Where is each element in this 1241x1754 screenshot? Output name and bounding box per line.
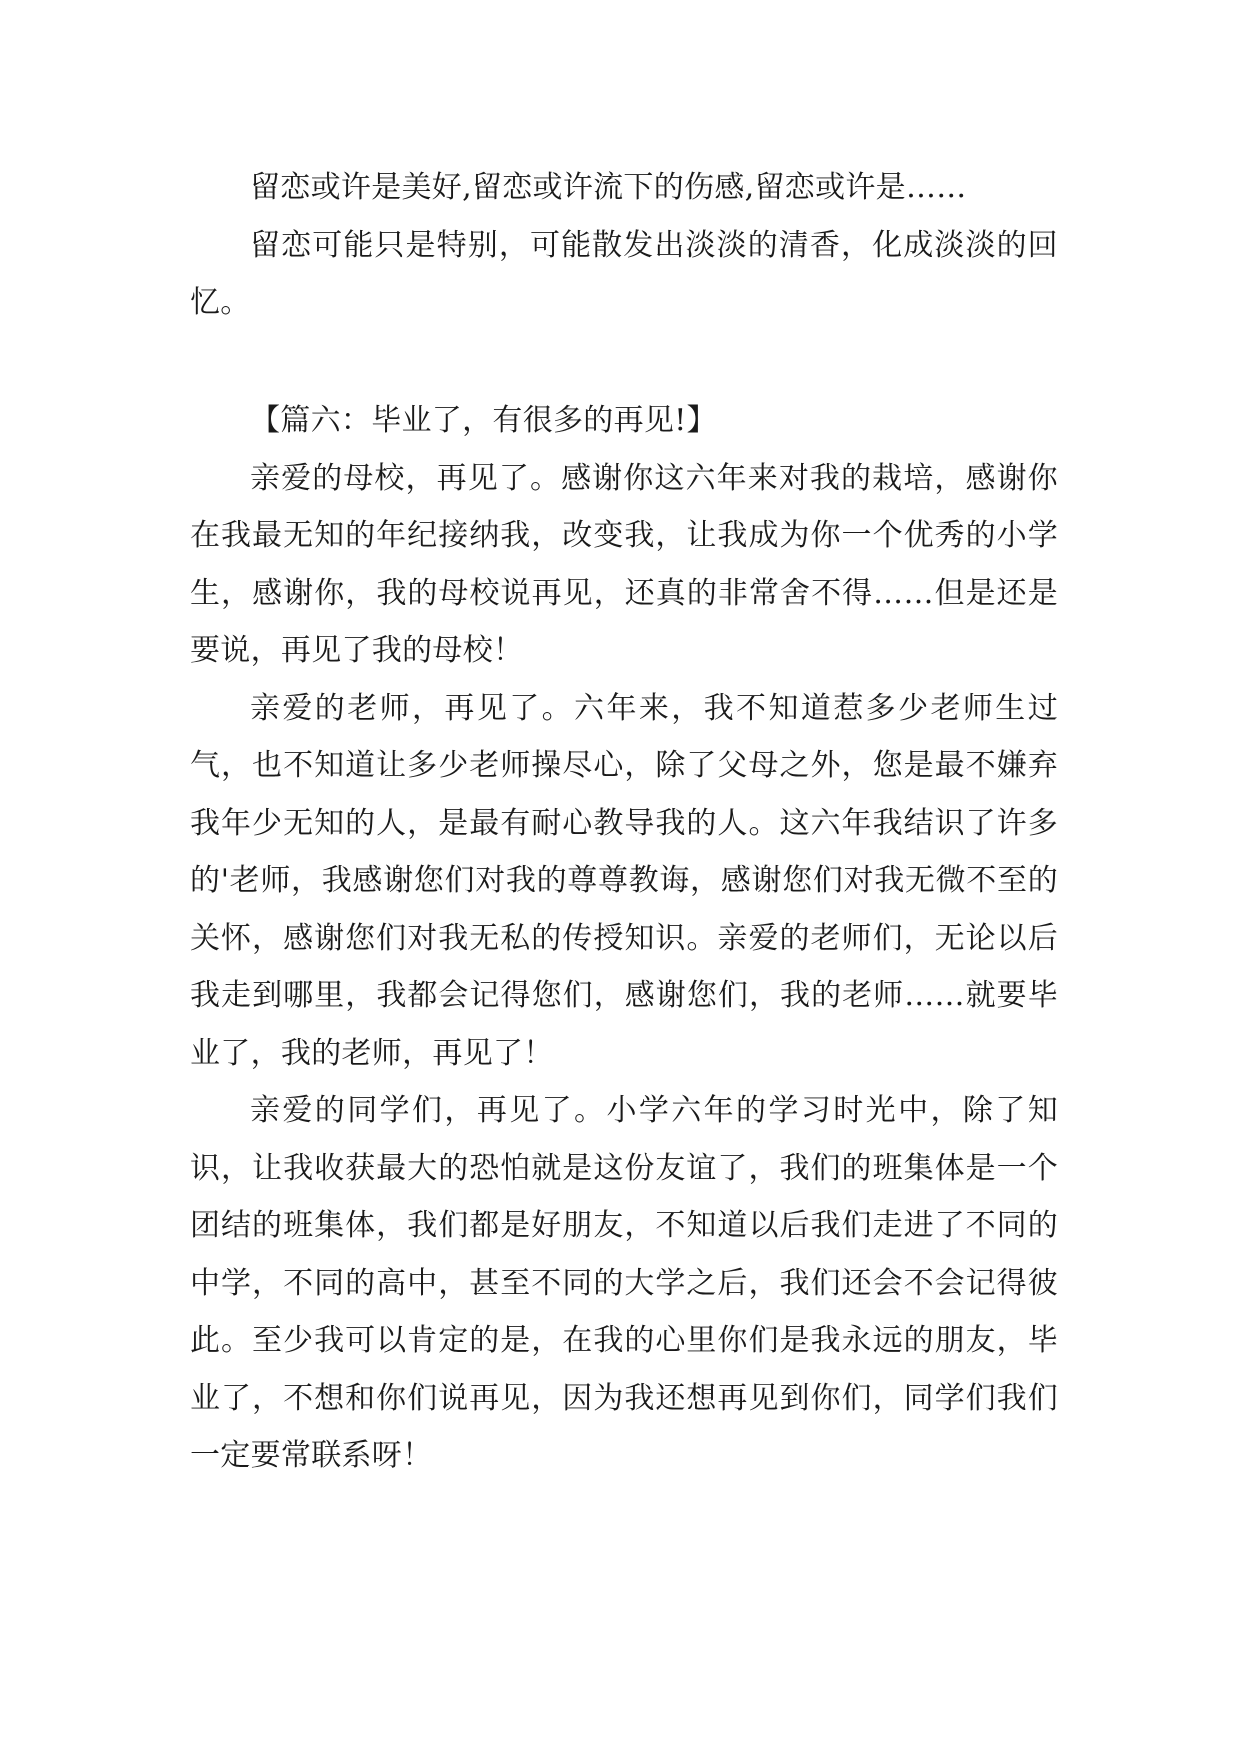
paragraph: 留恋或许是美好,留恋或许流下的伤感,留恋或许是…… bbox=[250, 170, 967, 205]
section-heading: 【篇六：毕业了，有很多的再见!】 bbox=[250, 403, 717, 438]
paragraph: 亲爱的老师，再见了。六年来，我不知道惹多少老师生过气，也不知道让多少老师操尽心，除了父母之外，您是最不嫌弃我年少无知的人，是最有耐心教导我的人。这六年我结识了许多的'老师，我感谢您们对我的尊尊教诲，感谢您们对我无微不至的关怀，感谢您们对我无私的传授知识。亲爱的老师们，无论以后我走到哪里，我都会记得您们，感谢您们，我的老师……就要毕业了，我的老师，再见了！ bbox=[190, 690, 1058, 1071]
paragraph: 亲爱的母校，再见了。感谢你这六年来对我的栽培，感谢你在我最无知的年纪接纳我，改变我，让我成为你一个优秀的小学生，感谢你，我的母校说再见，还真的非常舍不得……但是还是要说，再见了我的母校！ bbox=[190, 460, 1058, 668]
paragraph: 亲爱的同学们，再见了。小学六年的学习时光中，除了知识，让我收获最大的恐怕就是这份友谊了，我们的班集体是一个团结的班集体，我们都是好朋友，不知道以后我们走进了不同的中学，不同的高中，甚至不同的大学之后，我们还会不会记得彼此。至少我可以肯定的是，在我的心里你们是我永远的朋友，毕业了，不想和你们说再见，因为我还想再见到你们，同学们我们一定要常联系呀！ bbox=[190, 1093, 1058, 1473]
section-six bbox=[190, 392, 1058, 1485]
paragraph: 留恋可能只是特别，可能散发出淡淡的清香，化成淡淡的回忆。 bbox=[190, 227, 1058, 320]
intro-text bbox=[190, 159, 1058, 332]
